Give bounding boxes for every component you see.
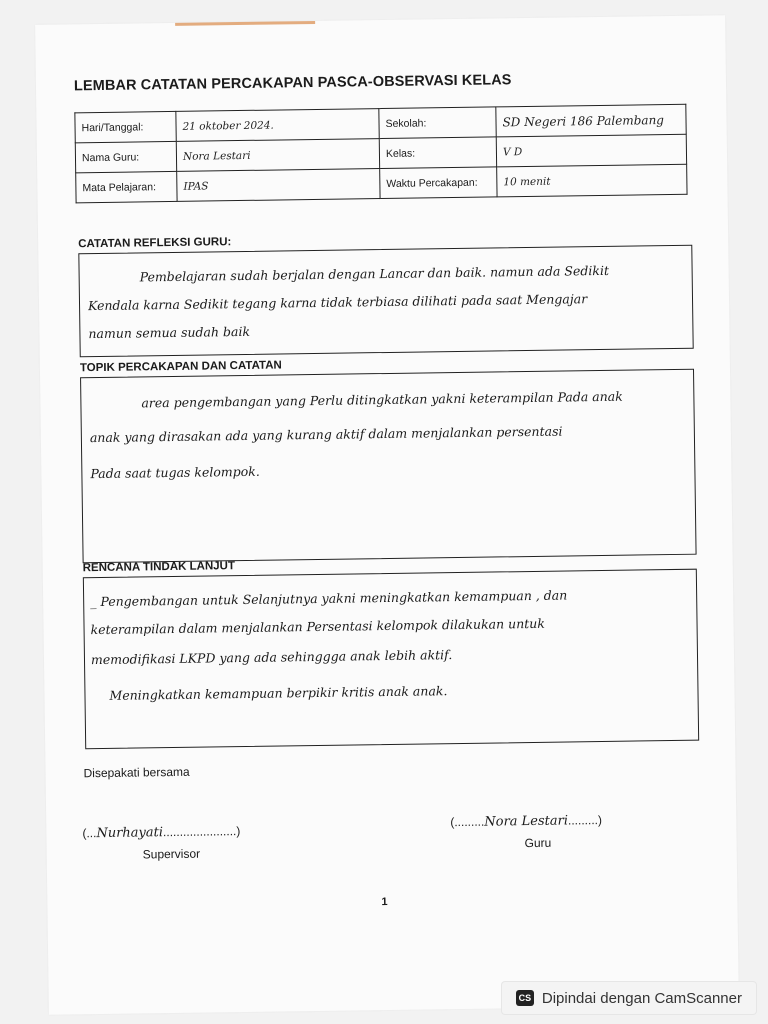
reflection-line: namun semua sudah baik <box>88 323 251 342</box>
supervisor-signature <box>82 824 240 841</box>
topic-line: area pengembangan yang Perlu ditingkatkan yakni keterampilan Pada anak <box>141 388 623 411</box>
teacher-name: Nora Lestari <box>484 813 569 830</box>
followup-title: RENCANA TINDAK LANJUT <box>82 560 236 575</box>
agreement-text: Disepakati bersama <box>83 764 190 781</box>
subject-value: IPAS <box>177 169 380 202</box>
teacher-signature <box>450 813 602 830</box>
class-value: V D <box>496 134 686 167</box>
school-label: Sekolah: <box>379 107 496 139</box>
reflection-box <box>78 245 693 358</box>
topic-title: TOPIK PERCAKAPAN DAN CATATAN <box>79 359 282 375</box>
subject-label: Mata Pelajaran: <box>76 171 177 202</box>
followup-line: keterampilan dalam menjalankan Persentasi kelompok dilakukan untuk <box>90 615 545 638</box>
class-label: Kelas: <box>379 137 496 169</box>
duration-label: Waktu Percakapan: <box>380 167 497 199</box>
teacher-role: Guru <box>524 835 552 851</box>
document-page <box>35 15 739 1015</box>
date-label: Hari/Tanggal: <box>75 111 176 142</box>
supervisor-name: Nurhayati <box>96 825 164 842</box>
header-table <box>74 104 687 204</box>
topic-box <box>80 369 697 564</box>
date-value: 21 oktober 2024. <box>176 109 379 142</box>
teacher-label: Nama Guru: <box>75 141 176 172</box>
teacher-bracket-open: (......... <box>450 814 485 830</box>
supervisor-role: Supervisor <box>142 846 201 862</box>
reflection-line: Pembelajaran sudah berjalan dengan Lancar dan baik. namun ada Sedikit <box>139 262 610 285</box>
page-number: 1 <box>381 896 388 909</box>
teacher-bracket-close: .........) <box>567 813 603 828</box>
topic-line: Pada saat tugas kelompok. <box>90 463 260 482</box>
reflection-line: Kendala karna Sedikit tegang karna tidak terbiasa dilihati pada saat Mengajar <box>87 291 588 314</box>
camscanner-badge <box>502 982 756 1014</box>
form-title: LEMBAR CATATAN PERCAKAPAN PASCA-OBSERVASI KELAS <box>73 72 512 95</box>
school-value: SD Negeri 186 Palembang <box>496 104 686 137</box>
followup-line: Meningkatkan kemampuan berpikir kritis anak anak. <box>109 683 448 703</box>
camscanner-logo-icon: CS <box>516 990 534 1006</box>
supervisor-bracket-close: ......................) <box>162 824 241 840</box>
followup-box <box>83 569 699 750</box>
reflection-title: CATATAN REFLEKSI GURU: <box>78 236 232 251</box>
duration-value: 10 menit <box>497 164 687 197</box>
followup-line: memodifikasi LKPD yang ada sehinggga anak lebih aktif. <box>90 647 453 668</box>
teacher-value: Nora Lestari <box>176 139 379 172</box>
camscanner-text: Dipindai dengan CamScanner <box>541 989 742 1007</box>
topic-line: anak yang dirasakan ada yang kurang aktif dalam menjalankan persentasi <box>89 423 563 446</box>
supervisor-bracket-open: (... <box>82 826 97 841</box>
scan-edge-strip <box>175 21 315 26</box>
followup-line: _ Pengembangan untuk Selanjutnya yakni meningkatkan kemampuan , dan <box>90 587 568 610</box>
